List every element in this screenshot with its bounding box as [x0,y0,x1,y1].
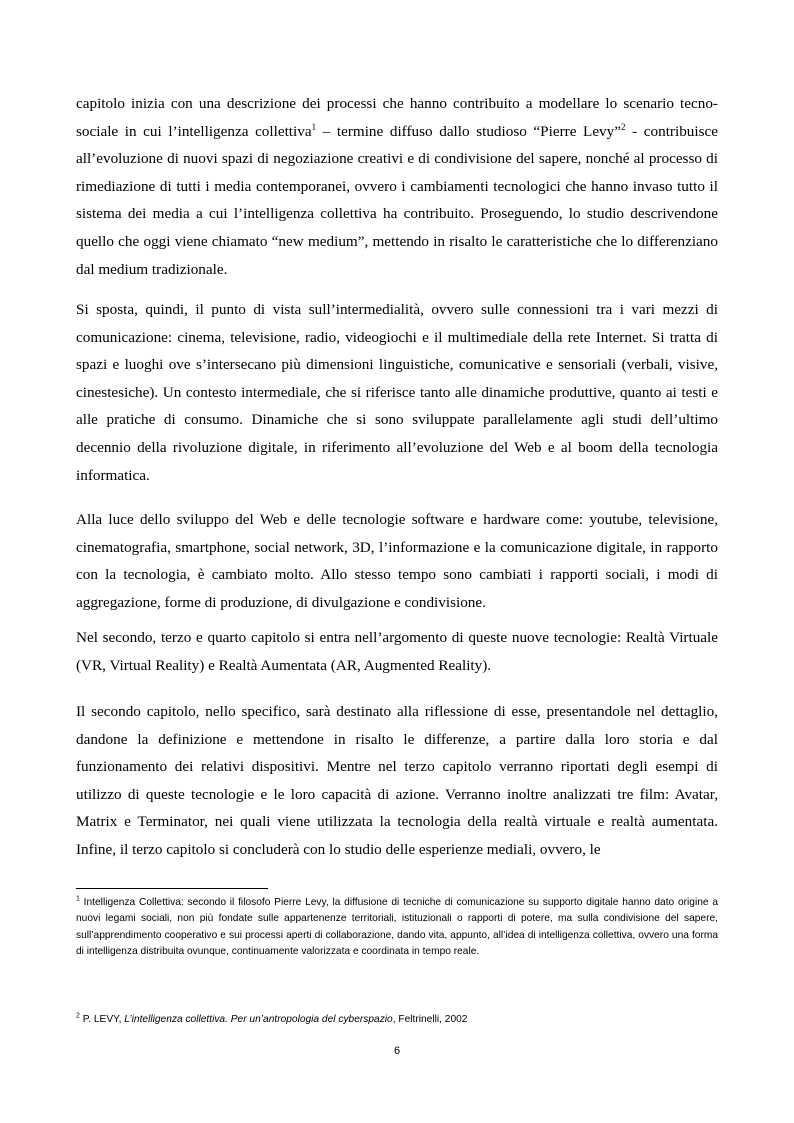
paragraph-web-development: Alla luce dello sviluppo del Web e delle tecnologie software e hardware come: youtube, televisione, cinematografia, smartphone, social network, 3D, l’informazione e la comunicazione digitale, in rapporto con la tecnologia, è cambiato molto. Allo stesso tempo sono cambiati i rapporti sociali, i modi di aggregazione, forme di produzione, di divulgazione e condivisione. [76,511,718,611]
footnote-2-author: P. LEVY, [79,1014,125,1025]
paragraph-intro [76,90,718,283]
paragraph-vr-ar: Nel secondo, terzo e quarto capitolo si entra nell’argomento di queste nuove tecnologie: Realtà Virtuale (VR, Virtual Reality) e Realtà Aumentata (AR, Augmented Reality). [76,629,718,674]
footnote-2-publisher: , Feltrinelli, 2002 [392,1014,468,1025]
footnote-separator [76,888,268,889]
page-number: 6 [393,1045,401,1057]
footnote-1-number: 1 [76,895,80,903]
paragraph-second-chapter: Il secondo capitolo, nello specifico, sarà destinato alla riflessione di esse, presentandole nel dettaglio, dandone la definizione e mettendone in risalto le differenze, a partire dalla loro storia e dal funzionamento dei relativi dispositivi. Mentre nel terzo capitolo verranno riportati degli esempi di utilizzo di queste tecnologie e le loro capacità di azione. Verranno inoltre analizzati tre film: Avatar, Matrix e Terminator, nei quali viene utilizzata la tecnologia della realtà virtuale e realtà aumentata. Infine, il terzo capitolo si concluderà con lo studio delle esperienze mediali, ovvero, le [76,703,718,858]
footnote-ref-1[interactable]: 1 [311,121,317,132]
paragraph-intro-part-c: - contribuisce all’evoluzione di nuovi spazi di negoziazione creativi e di condivisione del sapere, nonché al processo di rimediazione di tutti i media contemporanei, ovvero i cambiamenti tecnologici che hanno invaso tutto il sistema dei media a cui l’intelligenza collettiva ha contribuito. Proseguendo, lo studio descrivendone quello che oggi viene chiamato “new medium”, mettendo in risalto le caratteristiche che lo differenziano dal medium tradizionale. [76,122,718,278]
footnote-2-number: 2 [76,1012,80,1020]
footnote-2-title: L’intelligenza collettiva. Per un’antropologia del cyberspazio [124,1014,393,1025]
paragraph-intro-part-b: – termine diffuso dallo studioso “Pierre Levy” [316,122,621,140]
footnote-ref-2[interactable]: 2 [621,121,626,132]
footnote-1 [76,895,718,961]
paragraph-intro-part-a: capitolo inizia con una descrizione dei processi che hanno contribuito a modellare lo scenario tecno-sociale in cui l’intelligenza collettiva [76,95,718,140]
footnote-1-text: Intelligenza Collettiva: secondo il filosofo Pierre Levy, la diffusione di tecniche di comunicazione su supporto digitale hanno dato origine a nuovi legami sociali, non più fondate sulle appartenenze territoriali, istituzionali o rapporti di potere, ma sulla condivisione del sapere, sull’apprendimento cooperativo e sui processi aperti di collaborazione, dando vita, appunto, all’idea di intelligenza collettiva, ovvero una forma di intelligenza distribuita ovunque, continuamente valorizzata e coordinata in tempo reale. [76,897,718,958]
footnote-2 [76,1012,718,1028]
paragraph-intermediality: Si sposta, quindi, il punto di vista sull’intermedialità, ovvero sulle connessioni tra i vari mezzi di comunicazione: cinema, televisione, radio, videogiochi e il multimediale della rete Internet. Si tratta di spazi e luoghi ove s’intersecano più dimensioni linguistiche, comunicative e sensoriali (verbali, visive, cinestesiche). Un contesto intermediale, che si riferisce tanto alle dinamiche produttive, quanto ai testi e alle pratiche di consumo. Dinamiche che si sono sviluppate parallelamente agli studi dell’ultimo decennio della rivoluzione digitale, in riferimento all’evoluzione del Web e al boom della tecnologia informatica. [76,301,718,484]
